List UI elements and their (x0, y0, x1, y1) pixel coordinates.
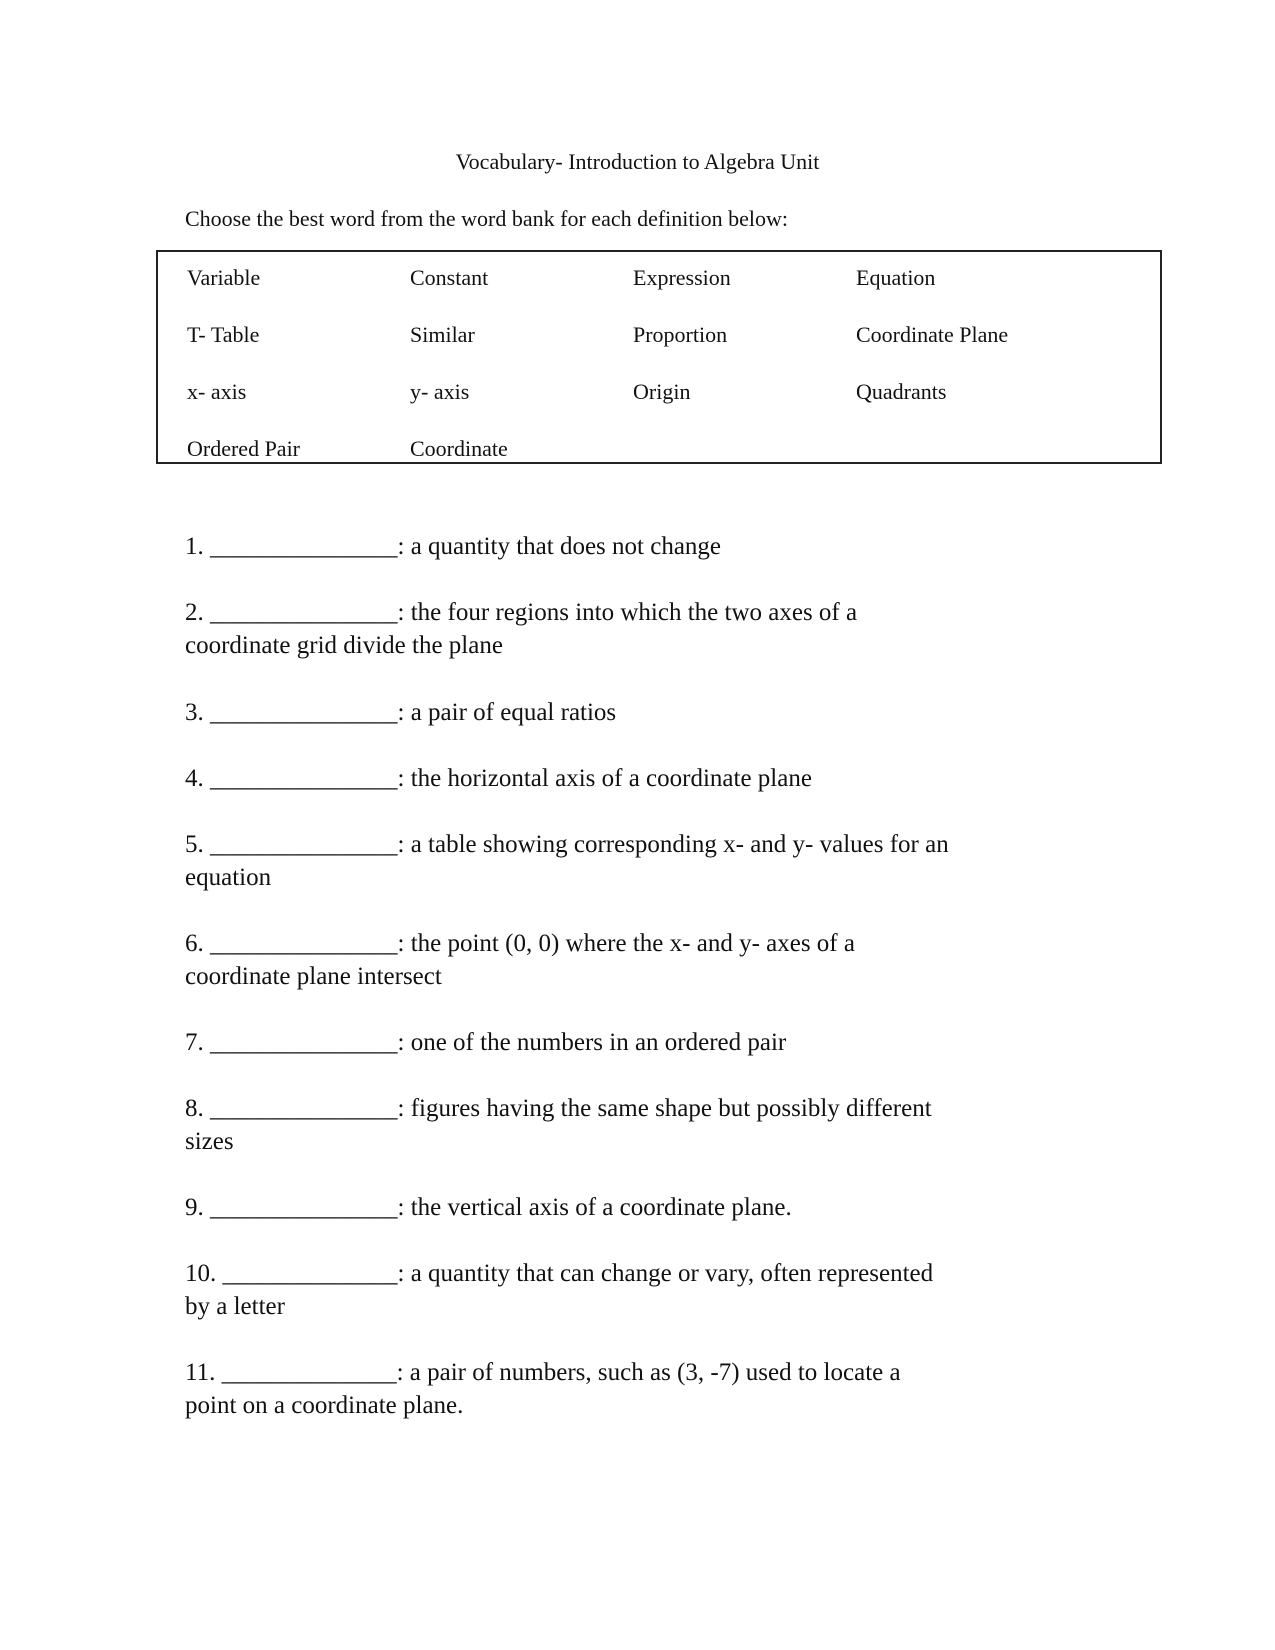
word-bank-term: Similar (410, 322, 475, 347)
word-bank-term: Quadrants (856, 379, 947, 404)
question-10 (185, 1257, 1085, 1323)
word-bank-term: Coordinate Plane (856, 322, 1009, 347)
question-11 (185, 1356, 1085, 1422)
question-line: equation (185, 864, 272, 891)
question-line: point on a coordinate plane. (185, 1392, 464, 1419)
question-line: 2. _______________: the four regions into which the two axes of a (185, 599, 858, 626)
instructions: Choose the best word from the word bank for each definition below: (185, 206, 789, 231)
word-bank-term: Equation (856, 265, 936, 290)
question-line: 9. _______________: the vertical axis of a coordinate plane. (185, 1194, 792, 1221)
word-bank-term: Coordinate (410, 436, 508, 461)
question-line: sizes (185, 1128, 234, 1155)
word-bank-term: Variable (187, 265, 261, 290)
question-line: 5. _______________: a table showing corresponding x- and y- values for an (185, 831, 949, 858)
question-7 (185, 1026, 1085, 1059)
word-bank-term: Ordered Pair (187, 436, 301, 461)
question-9 (185, 1191, 1085, 1224)
page-title: Vocabulary- Introduction to Algebra Unit (455, 149, 820, 174)
question-1 (185, 530, 1085, 563)
word-bank-term: Origin (633, 379, 691, 404)
question-line: 1. _______________: a quantity that does not change (185, 533, 722, 560)
word-bank-term: Proportion (633, 322, 728, 347)
question-3 (185, 696, 1085, 729)
question-line: 10. ______________: a quantity that can change or vary, often represented (185, 1260, 934, 1287)
question-5 (185, 828, 1085, 894)
question-8 (185, 1092, 1085, 1158)
question-6 (185, 927, 1085, 993)
question-line: 11. ______________: a pair of numbers, such as (3, -7) used to locate a (185, 1359, 901, 1386)
question-line: 4. _______________: the horizontal axis of a coordinate plane (185, 765, 812, 792)
question-4 (185, 762, 1085, 795)
question-line: coordinate plane intersect (185, 963, 442, 990)
word-bank-term: y- axis (410, 379, 470, 404)
word-bank (156, 250, 1162, 464)
question-2 (185, 596, 1085, 662)
question-line: 3. _______________: a pair of equal ratios (185, 699, 617, 726)
question-line: 6. _______________: the point (0, 0) where the x- and y- axes of a (185, 930, 855, 957)
question-line: coordinate grid divide the plane (185, 632, 503, 659)
word-bank-term: Expression (633, 265, 731, 290)
question-line: 7. _______________: one of the numbers in an ordered pair (185, 1029, 787, 1056)
word-bank-term: x- axis (187, 379, 247, 404)
question-line: 8. _______________: figures having the same shape but possibly different (185, 1095, 932, 1122)
word-bank-term: Constant (410, 265, 489, 290)
question-line: by a letter (185, 1293, 285, 1320)
word-bank-term: T- Table (187, 322, 260, 347)
